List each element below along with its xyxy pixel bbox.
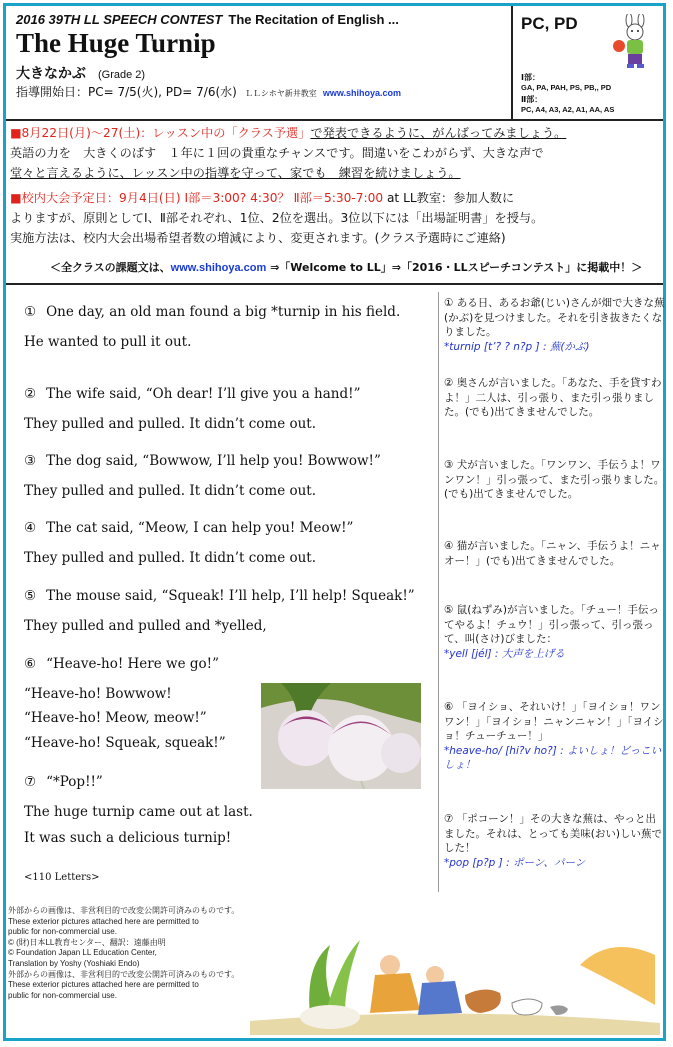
story-line: They pulled and pulled and *yelled, xyxy=(24,618,267,634)
translation-item: ⑥ 「ヨイショ、それいけ！」「ヨイショ！ワンワン！」「ヨイショ！ニャンニャン！」「ヨイショ！チューチュー！」 *heave-ho/ [hi?v ho?] : よいしょ！どっこいしょ！ xyxy=(444,701,664,771)
credits: 外部からの画像は、非営利目的で改変公開許可済みのものです。 These exterior pictures attached here are permitted to public for non-commercial use. © (財)日本LL教育センター、翻訳：遠藤由明 © Foundation Japan LL Education Center, Translation by Yoshy (Yoshiaki Endo) 外部からの画像は、非営利目的で改変公開許可済みのものです。 These exterior pictures attached here are permitted to public for non-commercial use. xyxy=(8,906,240,1000)
header xyxy=(6,6,511,124)
task-line: ＜全クラスの課題文は、www.shihoya.com ⇒「Welcome to LL」⇒「2016・LLスピーチコンテスト」に掲載中！＞ xyxy=(50,261,643,274)
part1-label: Ⅰ部： xyxy=(521,73,540,82)
story-line: He wanted to pull it out. xyxy=(24,334,192,350)
story-line: ① One day, an old man found a big *turnip in his field. xyxy=(24,304,401,320)
translation-item: ① ある日、あるお爺(じい)さんが畑で大きな蕪(かぶ)を見つけました。それを引き抜きたくなりました。 *turnip [t’? ? n?p ] : 蕪(かぶ) xyxy=(444,297,665,353)
header-url-link[interactable]: www.shihoya.com xyxy=(322,88,401,98)
class-title: PC, PD xyxy=(521,14,578,33)
divider xyxy=(6,283,663,285)
class-box xyxy=(511,6,663,119)
task-url-link[interactable]: www.shihoya.com xyxy=(170,262,267,274)
translation-item: ④ 猫が言いました。「ニャン、手伝うよ！ニャオー！」(でも)出てきませんでした。 xyxy=(444,540,661,567)
notice-line-5: よりますが、原則としてⅠ、Ⅱ部それぞれ、1位、2位を選出。3位以下には「出場証明書」を授与。 xyxy=(10,211,544,225)
page-title: The Huge Turnip xyxy=(16,28,216,58)
translation-item: ⑦ 「ポコーン！」その大きな蕪は、やっと出ました。それは、とっても美味(おい)しい蕪でした！ *pop [p?p ] : ポーン、パーン xyxy=(444,813,662,869)
contest-title: 2016 39TH LL SPEECH CONTEST The Recitation of English ... xyxy=(16,12,399,27)
part2-value: PC, A4, A3, A2, A1, AA, AS xyxy=(521,105,615,114)
story-line: They pulled and pulled. It didn’t come out. xyxy=(24,483,317,499)
notice-line-4: ■校内大会予定日：9月4日(日) Ⅰ部＝3:00? 4:30？ Ⅱ部＝5:30-7:00 at LL教室：参加人数に xyxy=(10,191,515,205)
rabbit-mascot-icon xyxy=(611,14,661,72)
story-line: “Heave-ho! Squeak, squeak!” xyxy=(24,735,226,751)
story-line: ⑥ “Heave-ho! Here we go!” xyxy=(24,656,219,672)
jp-title: 大きなかぶ (Grade 2) xyxy=(16,66,146,82)
story-line: They pulled and pulled. It didn’t come out. xyxy=(24,416,317,432)
part2-label: Ⅱ部： xyxy=(521,95,543,104)
letter-count: <110 Letters> xyxy=(24,872,100,883)
story-line: “Heave-ho! Bowwow! xyxy=(24,686,172,702)
turnip-photo xyxy=(261,683,421,789)
part1-value: GA, PA, PAH, PS, PB,, PD xyxy=(521,83,612,92)
story-line: The huge turnip came out at last. xyxy=(24,804,253,820)
turnip-pulling-illustration xyxy=(250,925,660,1035)
story-line: It was such a delicious turnip! xyxy=(24,830,232,846)
story-line: They pulled and pulled. It didn’t come out. xyxy=(24,550,317,566)
column-divider xyxy=(438,292,439,892)
divider xyxy=(6,119,663,121)
notice-line-3: 堂々と言えるように、レッスン中の指導を守って、家でも 練習を続けましょう。 xyxy=(10,166,461,180)
translation-item: ⑤ 鼠(ねずみ)が言いました。「チュー！手伝ってやるよ！チュウ！」引っ張って、引っ張って、叫(さけ)びました： *yell [jél] : 大声を上げる xyxy=(444,604,659,660)
start-date: 指導開始日：PC= 7/5(火), PD= 7/6(水) ＬＬシホヤ新井教室 www.shihoya.com xyxy=(16,85,401,99)
translation-item: ③ 犬が言いました。「ワンワン、手伝うよ！ワンワン！」引っ張って、また引っ張りました。(でも)出てきませんでした。 xyxy=(444,459,665,500)
story-line: ② The wife said, “Oh dear! I’ll give you a hand!” xyxy=(24,386,361,402)
story-line: ④ The cat said, “Meow, I can help you! Meow!” xyxy=(24,520,354,536)
story-line: ⑤ The mouse said, “Squeak! I’ll help, I’ll help! Squeak!” xyxy=(24,588,415,604)
notice-line-6: 実施方法は、校内大会出場希望者数の増減により、変更されます。(クラス予選時にご連絡) xyxy=(10,231,506,245)
story-line: ③ The dog said, “Bowwow, I’ll help you! Bowwow!” xyxy=(24,453,381,469)
story-line: ⑦ “*Pop!!” xyxy=(24,774,103,790)
notice-line-2: 英語の力を 大きくのばす １年に１回の貴重なチャンスです。間違いをこわがらず、大きな声で xyxy=(10,146,544,160)
notice-line-1: ■8月22日(月)～27(土)：レッスン中の「クラス予選」で発表できるように、がんばってみましょう。 xyxy=(10,126,567,140)
translation-item: ② 奥さんが言いました。「あなた、手を貸すわよ！」二人は、引っ張り、また引っ張りました。(でも)出てきませんでした。 xyxy=(444,377,662,418)
story-line: “Heave-ho! Meow, meow!” xyxy=(24,710,207,726)
